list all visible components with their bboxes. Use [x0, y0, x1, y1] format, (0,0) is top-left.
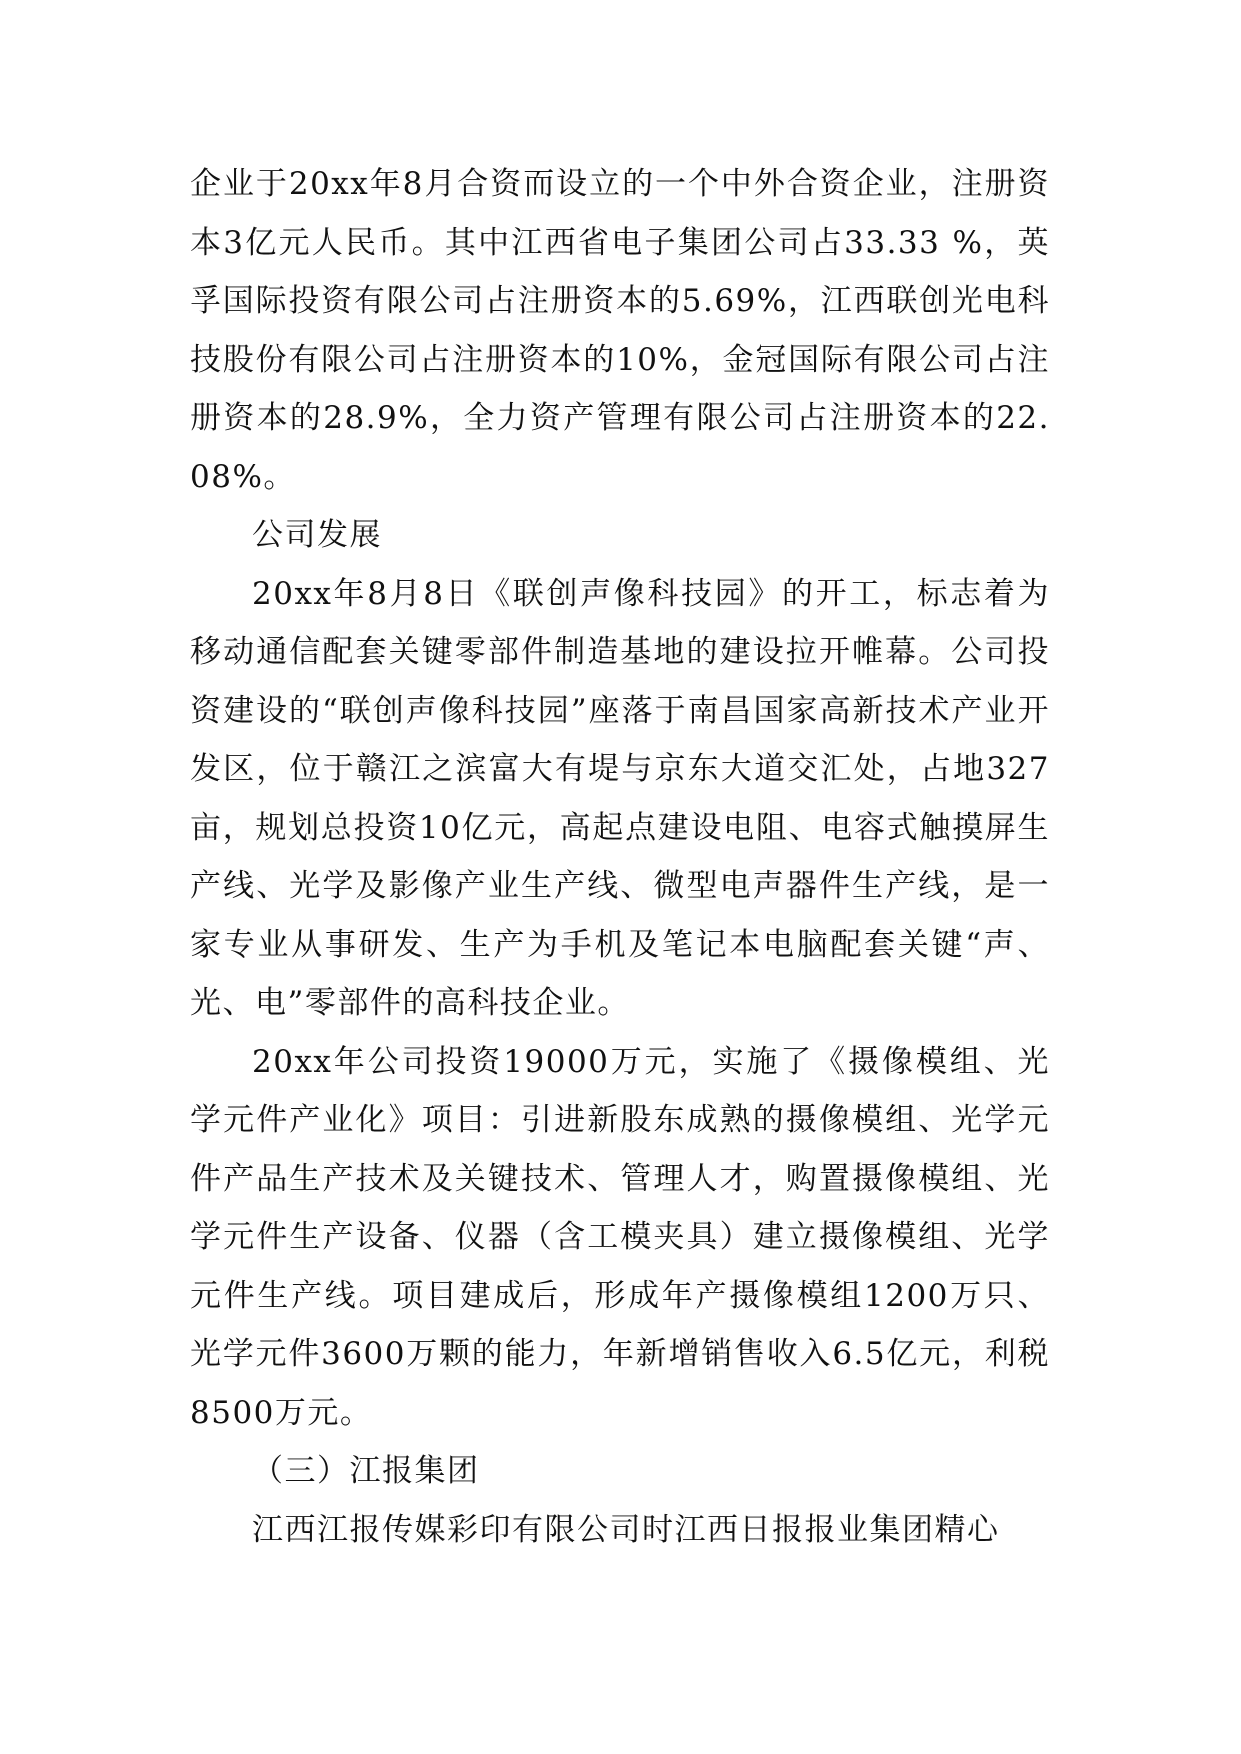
section-heading-company-development: 公司发展 — [252, 517, 382, 553]
section-heading-jiangbao-group: （三）江报集团 — [252, 1453, 480, 1489]
paragraph-shareholders: 企业于20xx年8月合资而设立的一个中外合资企业，注册资本3亿元人民币。其中江西省电子集团公司占33.33 %，英孚国际投资有限公司占注册资本的5.69%，江西联创光电科技股份有限公司占注册资本的10%，金冠国际有限公司占注册资本的28.9%，全力资产管理有限公司占注册资本的22.08%。 — [190, 166, 1050, 495]
paragraph-camera-module-project: 20xx年公司投资19000万元，实施了《摄像模组、光学元件产业化》项目：引进新股东成熟的摄像模组、光学元件产品生产技术及关键技术、管理人才，购置摄像模组、光学元件生产设备、仪器（含工模夹具）建立摄像模组、光学元件生产线。项目建成后，形成年产摄像模组1200万只、光学元件3600万颗的能力，年新增销售收入6.5亿元，利税8500万元。 — [190, 1043, 1050, 1431]
paragraph-tech-park: 20xx年8月8日《联创声像科技园》的开工，标志着为移动通信配套关键零部件制造基地的建设拉开帷幕。公司投资建设的“联创声像科技园”座落于南昌国家高新技术产业开发区，位于赣江之滨富大有堤与京东大道交汇处，占地327亩，规划总投资10亿元，高起点建设电阻、电容式触摸屏生产线、光学及影像产业生产线、微型电声器件生产线，是一家专业从事研发、生产为手机及笔记本电脑配套关键“声、光、电”零部件的高科技企业。 — [190, 575, 1050, 1021]
document-body — [190, 155, 1050, 1559]
paragraph-jiangbao-intro: 江西江报传媒彩印有限公司时江西日报报业集团精心 — [252, 1511, 1000, 1548]
